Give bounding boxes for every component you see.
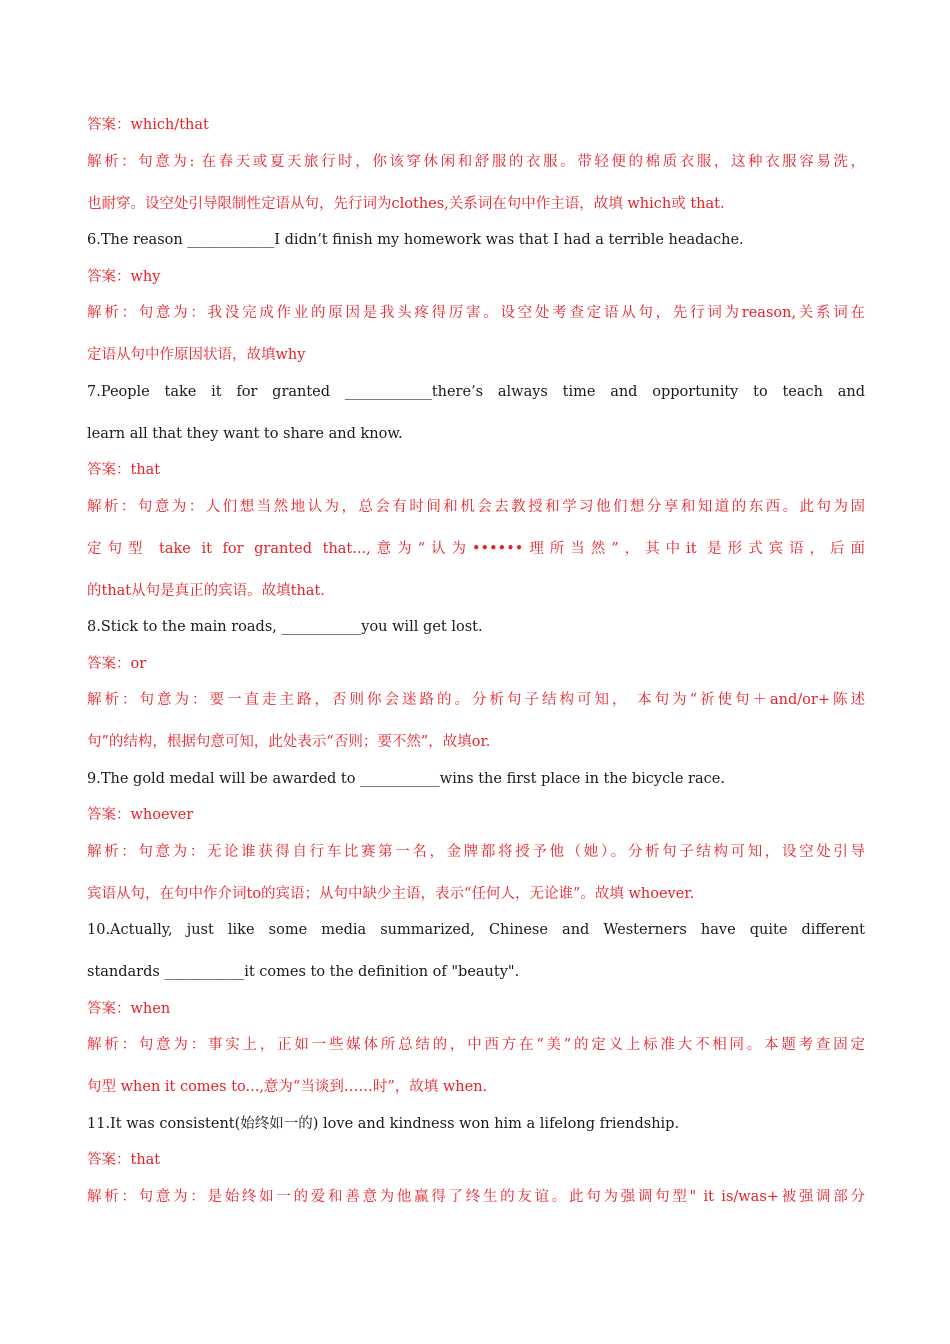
analysis-block [87,831,865,915]
question-10 [87,909,865,993]
analysis-line: 解析：句意为：是始终如一的爱和善意为他赢得了终生的友谊。此句为强调句型" it is/was+被强调部分 [87,1188,865,1205]
analysis-line: 定语从句中作原因状语，故填why [87,347,306,363]
answer-line: 答案：or [87,655,147,672]
question-line: 7.People take it for granted ____________there’s always time and opportunity to teach and [87,383,865,400]
answer-line: 答案：whoever [87,807,194,823]
analysis-line: 解析：句意为：无论谁获得自行车比赛第一名，金牌都将授予他（她）。分析句子结构可知，设空处引导 [87,843,865,860]
answer-line: 答案：that [87,462,161,478]
question-7 [87,371,865,455]
question-line: 10.Actually, just like some media summarized, Chinese and Westerners have quite different [87,922,865,938]
analysis-line: 定句型 take it for granted that...,意为“认为••••••理所当然”，其中it 是形式宾语，后面 [87,540,865,557]
answer-line: 答案：when [87,1000,171,1017]
analysis-block [87,141,865,225]
question-9: 9.The gold medal will be awarded to ___________wins the first place in the bicycle race. [87,770,725,787]
analysis-line: 解析：句意为: 在春天或夏天旅行时，你该穿休闲和舒服的衣服。带轻便的棉质衣服，这种衣服容易洗， [87,153,865,170]
question-line: standards ___________it comes to the definition of "beauty". [87,964,520,980]
question-8: 8.Stick to the main roads, ___________you will get lost. [87,619,483,635]
analysis-line: 也耐穿。设空处引导限制性定语从句，先行词为clothes,关系词在句中作主语，故填 which或 that. [87,195,725,212]
answer-line: 答案：why [87,268,161,285]
analysis-block [87,679,865,763]
question-11: 11.It was consistent(始终如一的) love and kindness won him a lifelong friendship. [87,1115,680,1132]
analysis-line: 宾语从句，在句中作介词to的宾语；从句中缺少主语，表示“任何人，无论谁”。故填 whoever. [87,885,695,902]
answer-line: 答案：which/that [87,117,209,133]
question-line: learn all that they want to share and know. [87,425,403,442]
document-page [87,112,865,1220]
analysis-line: 的that从句是真正的宾语。故填that. [87,582,325,599]
analysis-line: 解析：句意为：要一直走主路，否则你会迷路的。分析句子结构可知， 本句为“祈使句＋and/or+陈述 [87,692,865,708]
answer-line: 答案：that [87,1152,161,1168]
analysis-block [87,292,865,376]
analysis-line: 解析：句意为：我没完成作业的原因是我头疼得厉害。设空处考查定语从句，先行词为reason,关系词在 [87,305,865,321]
analysis-line: 解析：句意为：人们想当然地认为，总会有时间和机会去教授和学习他们想分享和知道的东西。此句为固 [87,498,865,515]
analysis-line: 句”的结构，根据句意可知，此处表示“否则；要不然”，故填or. [87,734,491,750]
question-6: 6.The reason ____________I didn’t finish my homework was that I had a terrible headache. [87,232,744,248]
analysis-line: 解析：句意为：事实上，正如一些媒体所总结的，中西方在“美”的定义上标准大不相同。本题考查固定 [87,1037,865,1053]
analysis-block [87,1024,865,1108]
analysis-line: 句型 when it comes to...,意为“当谈到……时”，故填 when. [87,1079,488,1095]
analysis-block [87,486,865,612]
